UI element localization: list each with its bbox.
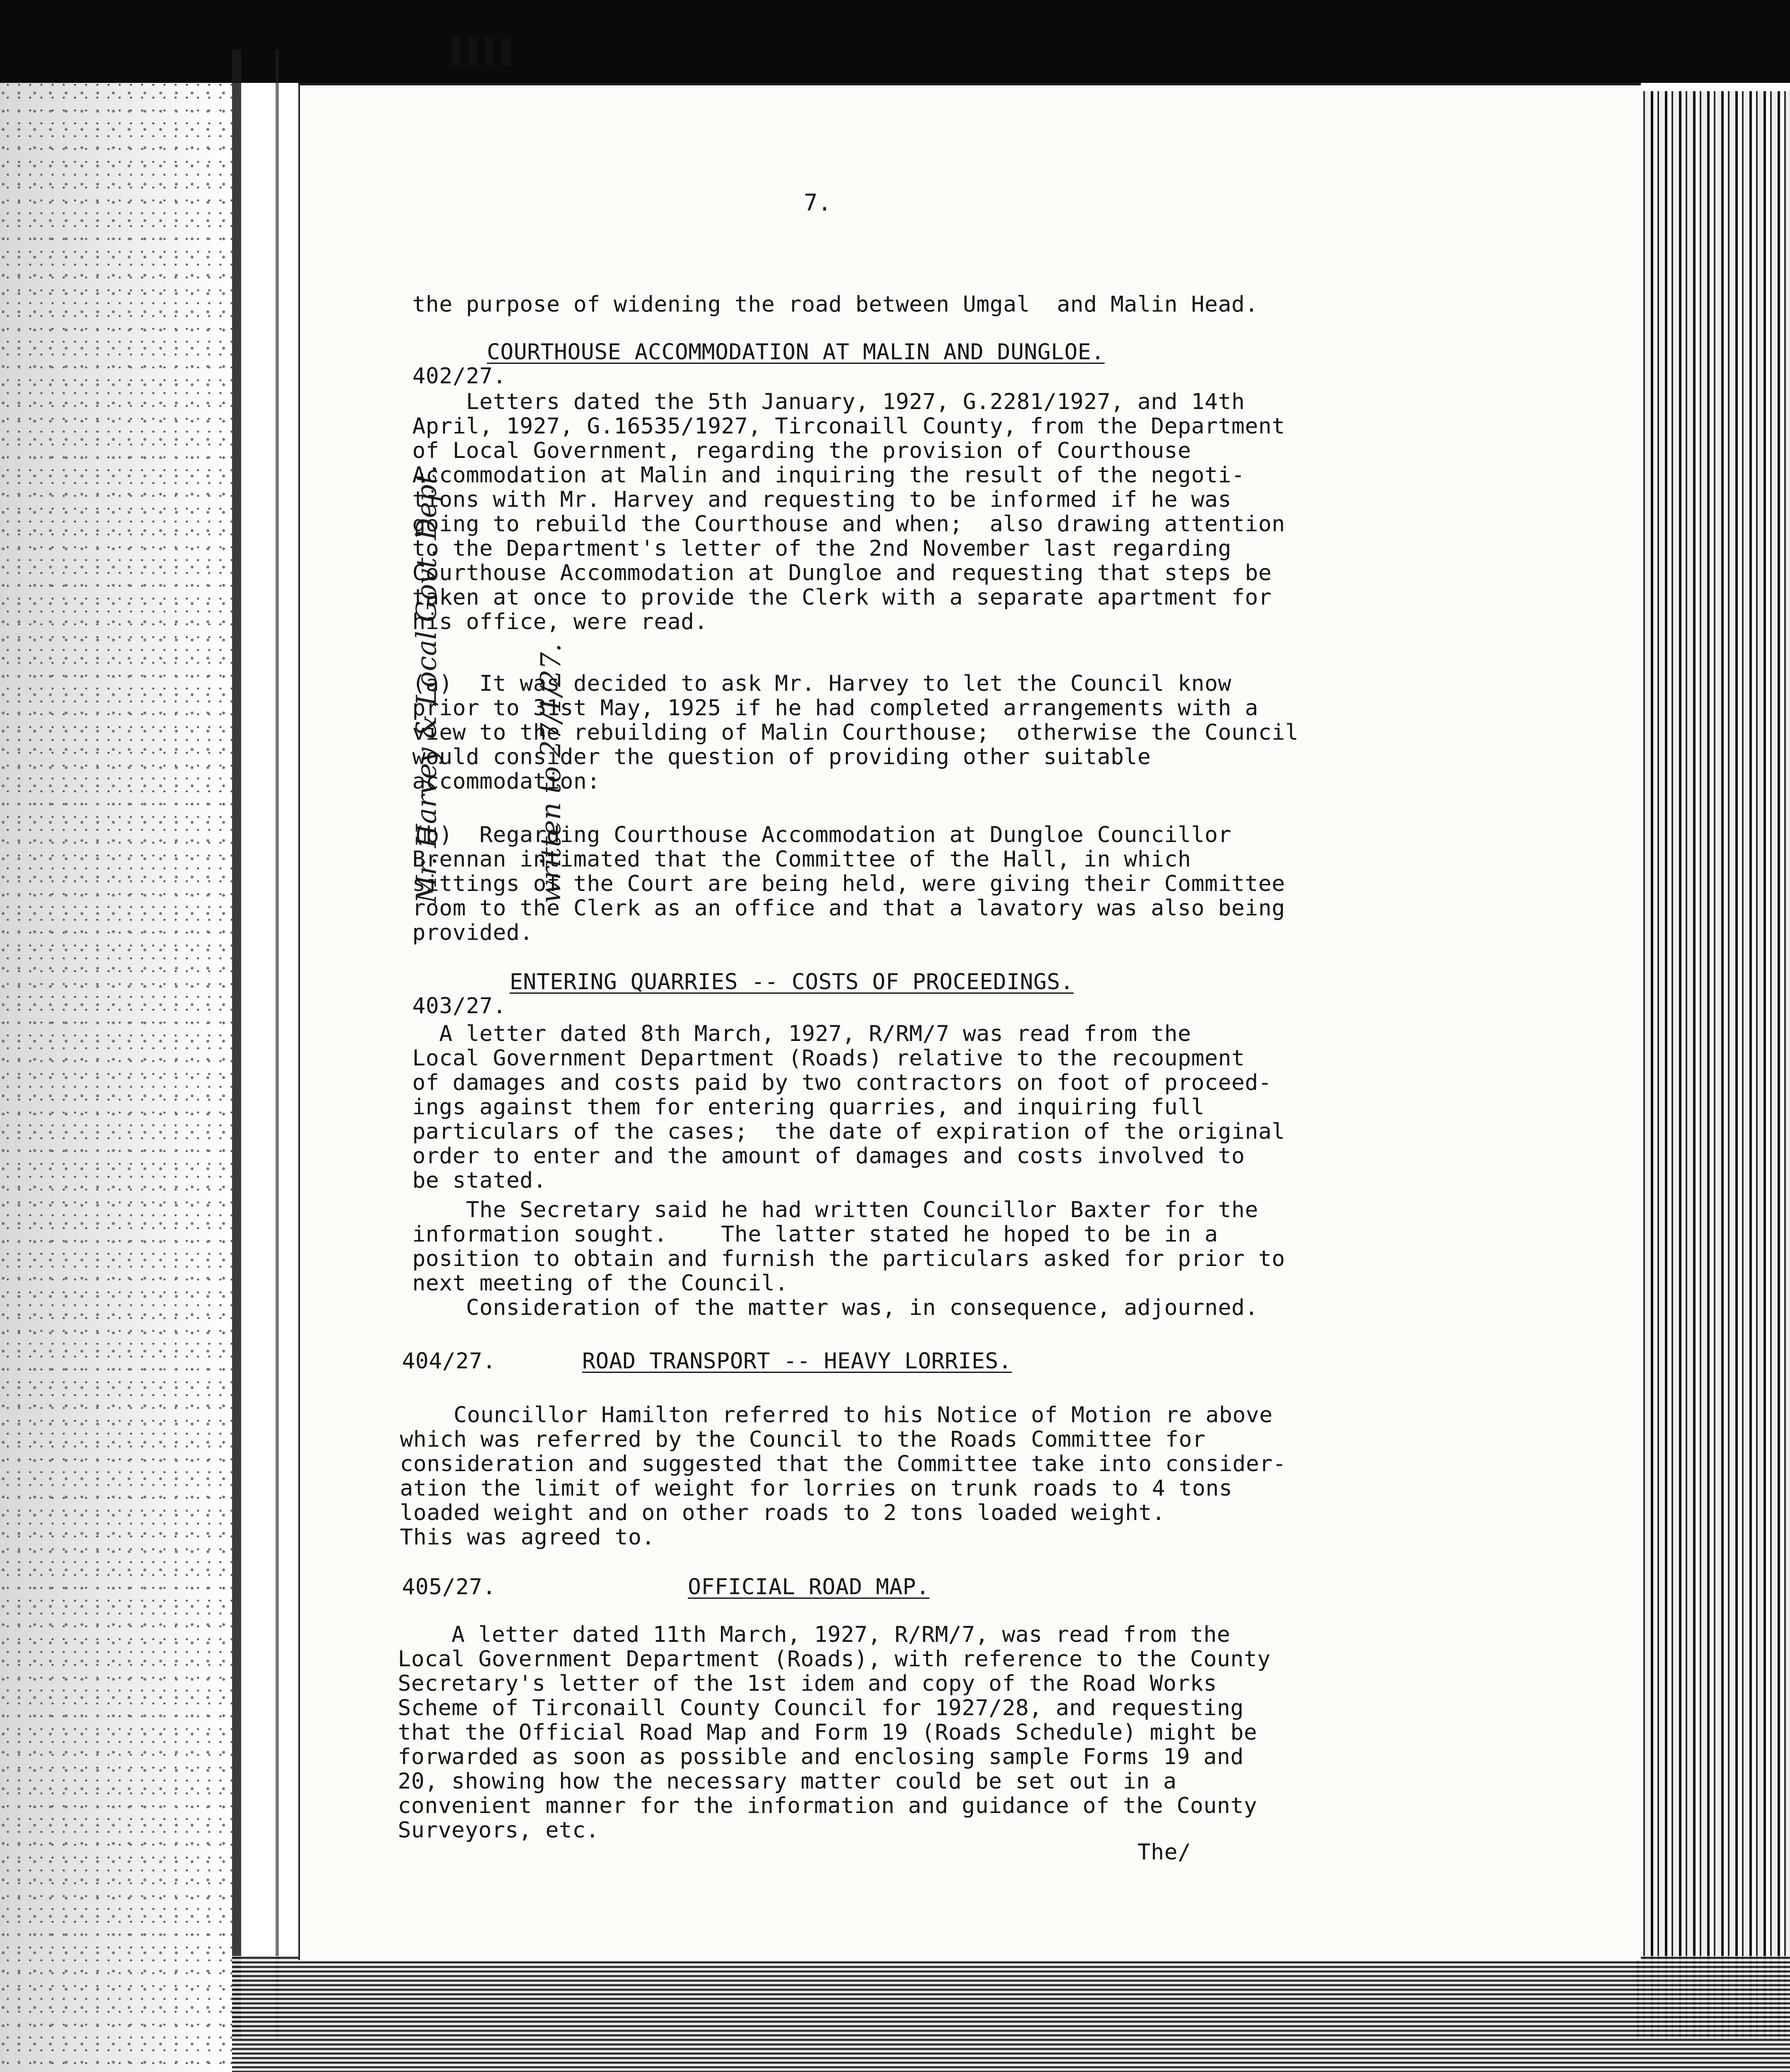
- binder-edge: [232, 50, 241, 2039]
- text-line: A letter dated 11th March, 1927, R/RM/7, was read from the: [398, 1622, 1231, 1647]
- scan-left-edge: [0, 0, 232, 2072]
- section-number-404: 404/27.: [402, 1348, 496, 1374]
- section-heading-403: ENTERING QUARRIES -- COSTS OF PROCEEDINGS.: [510, 969, 1074, 995]
- text-line: of damages and costs paid by two contractors on foot of proceed-: [412, 1070, 1272, 1095]
- text-line: Surveyors, etc.: [398, 1818, 600, 1843]
- text-line: Councillor Hamilton referred to his Notice of Motion re above: [400, 1402, 1273, 1428]
- text-line: This was agreed to.: [400, 1525, 655, 1550]
- text-line: Local Government Department (Roads) relative to the recoupment: [412, 1046, 1245, 1071]
- text-line: loaded weight and on other roads to 2 tons loaded weight.: [400, 1500, 1166, 1525]
- catchword: The/: [1137, 1840, 1191, 1865]
- text-line: Consideration of the matter was, in consequence, adjourned.: [412, 1295, 1258, 1320]
- text-line: (a) It was decided to ask Mr. Harvey to let the Council know: [412, 671, 1231, 696]
- text-line: be stated.: [412, 1168, 547, 1193]
- text-line: order to enter and the amount of damages and costs involved to: [412, 1143, 1245, 1169]
- text-line: convenient manner for the information and guidance of the County: [398, 1793, 1258, 1818]
- page-number: 7.: [804, 189, 832, 216]
- scan-top-band: [0, 0, 1790, 83]
- margin-note-line-1: Mr. Harvey & Local Govt. Dept.: [411, 465, 443, 903]
- text-line: Accommodation at Malin and inquiring the result of the negoti-: [412, 462, 1245, 488]
- text-line: The Secretary said he had written Councillor Baxter for the: [412, 1197, 1258, 1222]
- text-line: April, 1927, G.16535/1927, Tirconaill County, from the Department: [412, 414, 1285, 439]
- continuation-line: the purpose of widening the road between Umgal and Malin Head.: [412, 292, 1258, 317]
- text-line: Letters dated the 5th January, 1927, G.2281/1927, and 14th: [412, 389, 1245, 414]
- text-line: Local Government Department (Roads), with reference to the County: [398, 1646, 1271, 1672]
- section-number-405: 405/27.: [402, 1574, 496, 1600]
- text-line: consideration and suggested that the Committee take into consider-: [400, 1451, 1286, 1477]
- text-line: ings against them for entering quarries, and inquiring full: [412, 1094, 1205, 1120]
- text-line: going to rebuild the Courthouse and when; also drawing attention: [412, 511, 1285, 537]
- section-number-403: 403/27.: [412, 993, 506, 1019]
- section-heading-405: OFFICIAL ROAD MAP.: [688, 1574, 930, 1600]
- section-number-402: 402/27.: [412, 363, 506, 389]
- text-line: to the Department's letter of the 2nd November last regarding: [412, 536, 1231, 561]
- text-line: would consider the question of providing other suitable: [412, 744, 1151, 770]
- text-line: tions with Mr. Harvey and requesting to be informed if he was: [412, 487, 1231, 512]
- text-line: forwarded as soon as possible and enclosing sample Forms 19 and: [398, 1744, 1244, 1769]
- text-line: Scheme of Tirconaill County Council for 1927/28, and requesting: [398, 1695, 1244, 1721]
- text-line: sittings of the Court are being held, were giving their Committee: [412, 871, 1285, 896]
- text-line: taken at once to provide the Clerk with a separate apartment for: [412, 585, 1272, 610]
- text-line: position to obtain and furnish the particulars asked for prior to: [412, 1246, 1285, 1271]
- text-line: Secretary's letter of the 1st idem and copy of the Road Works: [398, 1671, 1217, 1696]
- text-line: provided.: [412, 920, 533, 945]
- binder-edge-inner: [276, 50, 279, 2039]
- section-heading-404: ROAD TRANSPORT -- HEAVY LORRIES.: [582, 1348, 1012, 1374]
- text-line: next meeting of the Council.: [412, 1271, 789, 1296]
- margin-note-line-2: written to 27/1/27.: [535, 643, 567, 903]
- text-line: information sought. The latter stated he hoped to be in a: [412, 1222, 1218, 1247]
- text-line: A letter dated 8th March, 1927, R/RM/7 was read from the: [412, 1021, 1191, 1046]
- text-line: view to the rebuilding of Malin Courthouse; otherwise the Council: [412, 720, 1299, 745]
- text-line: Courthouse Accommodation at Dungloe and requesting that steps be: [412, 560, 1272, 586]
- section-heading-402: COURTHOUSE ACCOMMODATION AT MALIN AND DUNGLOE.: [487, 339, 1105, 365]
- scan-bottom-band: [232, 1956, 1790, 2072]
- text-line: room to the Clerk as an office and that a lavatory was also being: [412, 896, 1285, 921]
- text-line: that the Official Road Map and Form 19 (Roads Schedule) might be: [398, 1720, 1258, 1745]
- text-line: particulars of the cases; the date of expiration of the original: [412, 1119, 1285, 1144]
- text-line: ation the limit of weight for lorries on trunk roads to 4 tons: [400, 1476, 1233, 1501]
- text-line: accommodation:: [412, 769, 600, 794]
- text-line: of Local Government, regarding the provision of Courthouse: [412, 438, 1191, 463]
- text-line: Brennan intimated that the Committee of the Hall, in which: [412, 847, 1191, 872]
- page-stack-edge: [1637, 91, 1790, 2039]
- text-line: which was referred by the Council to the Roads Committee for: [400, 1427, 1206, 1452]
- text-line: his office, were read.: [412, 609, 708, 634]
- text-line: prior to 31st May, 1925 if he had completed arrangements with a: [412, 695, 1258, 721]
- text-line: (b) Regarding Courthouse Accommodation at Dungloe Councillor: [412, 822, 1231, 847]
- text-line: 20, showing how the necessary matter could be set out in a: [398, 1769, 1177, 1794]
- binder-tab-marks: [452, 37, 547, 66]
